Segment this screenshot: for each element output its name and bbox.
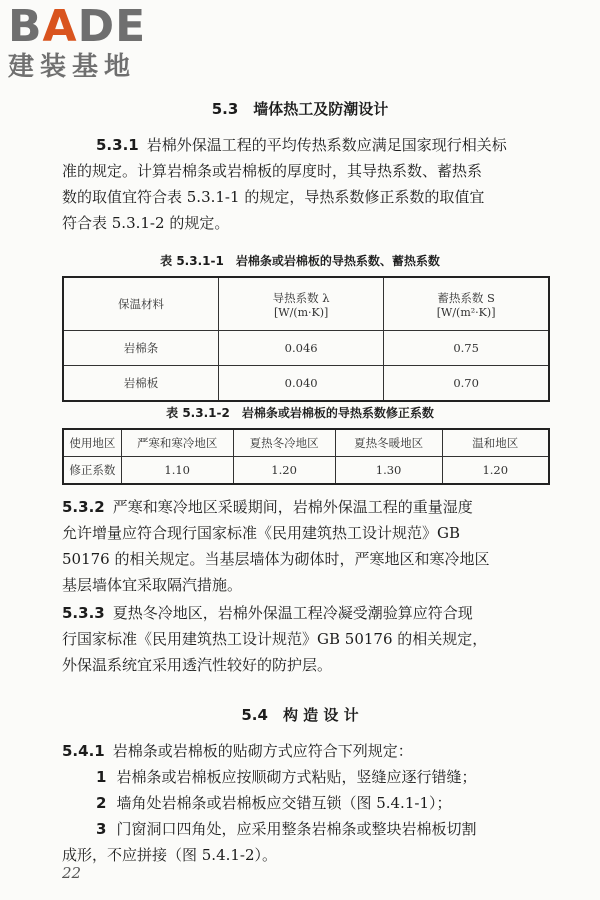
table-row: 修正系数 1.10 1.20 1.30 1.20 xyxy=(63,457,549,485)
list-item: 3 门窗洞口四角处，应采用整条岩棉条或整块岩棉板切割 xyxy=(96,820,477,838)
correction-factor-table xyxy=(62,428,550,485)
page-number: 22 xyxy=(62,864,82,882)
table-header-row xyxy=(63,277,549,331)
table-row: 岩棉条 0.046 0.75 xyxy=(63,331,549,366)
paragraph-5-3-2: 5.3.2 严寒和寒冷地区采暖期间，岩棉外保温工程的重量湿度 允许增量应符合现行国家标准《民用建筑热工设计规范》GB 50176 的相关规定。当基层墙体为砌体时，严寒地区和寒冷地区 基层墙体宜采取隔汽措施。 xyxy=(62,498,490,594)
section-title-5-3: 5.3 墙体热工及防潮设计 xyxy=(211,100,389,118)
header-heat-storage: 蓄热系数 S [W/(m²·K)] xyxy=(384,277,549,331)
bade-logo xyxy=(8,1,176,82)
table-1-caption: 表 5.3.1-1 岩棉条或岩棉板的导热系数、蓄热系数 xyxy=(160,254,440,268)
logo-wordmark: BADE xyxy=(8,1,147,52)
thermal-conductivity-table xyxy=(62,276,550,402)
header-material: 保温材料 xyxy=(63,277,219,331)
list-item: 2 墙角处岩棉条或岩棉板应交错互锁（图 5.4.1-1）； xyxy=(96,794,452,812)
list-item: 1 岩棉条或岩棉板应按顺砌方式粘贴，竖缝应逐行错缝； xyxy=(96,768,477,786)
paragraph-5-3-1: 5.3.1 岩棉外保温工程的平均传热系数应满足国家现行相关标 准的规定。计算岩棉条或岩棉板的厚度时，其导热系数、蓄热系 数的取值宜符合表 5.3.1-1 的规定，导热系数修正系数的取值宜 符合表 5.3.1-2 的规定。 xyxy=(62,136,507,232)
table-row: 使用地区 严寒和寒冷地区 夏热冬冷地区 夏热冬暖地区 温和地区 xyxy=(63,429,549,457)
paragraph-5-3-3: 5.3.3 夏热冬冷地区，岩棉外保温工程冷凝受潮验算应符合现 行国家标准《民用建筑热工设计规范》GB 50176 的相关规定， 外保温系统宜采用透汽性较好的防护层。 xyxy=(62,604,488,674)
section-title-5-4: 5.4 构 造 设 计 xyxy=(241,706,359,724)
header-conductivity: 导热系数 λ [W/(m·K)] xyxy=(219,277,384,331)
logo-subtitle: 建装基地 xyxy=(8,52,137,82)
table-row: 岩棉板 0.040 0.70 xyxy=(63,366,549,402)
table-2-caption: 表 5.3.1-2 岩棉条或岩棉板的导热系数修正系数 xyxy=(166,406,434,420)
paragraph-5-4-1: 5.4.1 岩棉条或岩棉板的贴砌方式应符合下列规定： 1 岩棉条或岩棉板应按顺砌方式粘贴，竖缝应逐行错缝； 2 墙角处岩棉条或岩棉板应交错互锁（图 5.4.1-1）； 3 门窗洞口四角处，应采用整条岩棉条或整块岩棉板切割 成形，不应拼接（图 5.4.1-2）。 xyxy=(62,738,552,868)
